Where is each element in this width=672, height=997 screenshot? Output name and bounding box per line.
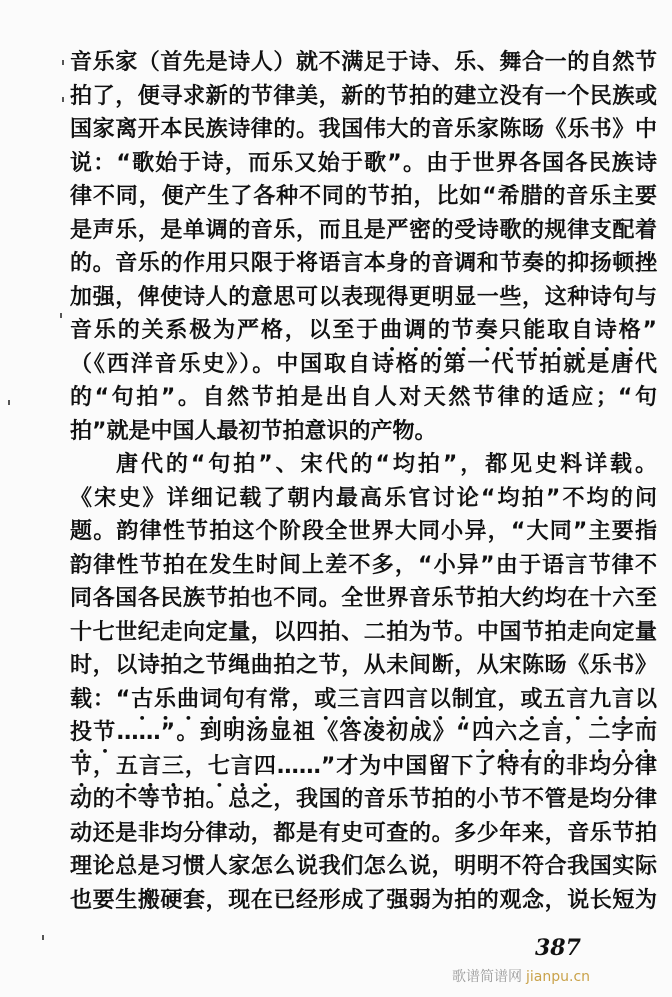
text-segment: ……”才为中国留下了特有的非均分律 xyxy=(276,753,657,779)
emphasized-text: 曲调的节奏只能取自诗格 xyxy=(380,318,643,343)
text-segment: ， xyxy=(497,686,521,712)
body-text xyxy=(70,46,657,917)
text-line xyxy=(70,850,657,884)
emphasized-text: 五言三 xyxy=(115,753,185,779)
watermark-domain: jianpu.cn xyxy=(526,969,591,985)
emphasized-text: 四六之言 xyxy=(470,720,566,745)
text-line xyxy=(70,247,657,281)
text-line xyxy=(70,616,657,650)
text-line xyxy=(70,582,657,616)
text-segment: 拍”就是中国人最初节拍意识的产物。 xyxy=(70,418,437,444)
text-segment: 国家离开本民族诗律的。我国伟大的音乐家陈旸《乐书》中 xyxy=(70,117,657,142)
text-segment: 音乐家（首先是诗人）就不满足于诗、乐、舞合一的自然节 xyxy=(70,50,657,75)
text-segment: 十七世纪走向定量，以四拍、二拍为节。中国节拍走向定量 xyxy=(70,619,657,645)
text-line xyxy=(70,549,657,583)
text-line xyxy=(70,381,657,415)
text-segment: 加强，俾使诗人的意思可以表现得更明显一些，这种诗句与 xyxy=(70,284,657,310)
text-line xyxy=(70,147,657,181)
text-line xyxy=(70,884,657,918)
margin-mark xyxy=(62,97,64,102)
text-segment: ……”。到明汤显祖《答凌初成》“ xyxy=(116,720,471,745)
text-segment: 的。音乐的作用只限于将语言本身的音调和节奏的抑扬顿挫 xyxy=(70,251,657,276)
text-line xyxy=(70,281,657,315)
text-segment: ， xyxy=(184,753,208,779)
text-segment: 律不同，便产生了各种不同的节拍，比如“希腊的音乐主要 xyxy=(70,184,657,209)
emphasized-text: 投节 xyxy=(70,720,117,745)
text-line xyxy=(70,716,657,750)
text-segment: 理论总是习惯人家怎么说我们怎么说，明明不符合我国实际 xyxy=(70,854,657,879)
margin-mark xyxy=(60,313,62,318)
text-segment: ， xyxy=(92,753,116,779)
text-segment: 题。韵律性节拍这个阶段全世界大同小异，“大同”主要指 xyxy=(70,519,657,544)
text-segment: ， xyxy=(565,720,589,745)
text-line xyxy=(70,750,657,784)
text-segment: 同各国各民族节拍也不同。全世界音乐节拍大约均在十六至 xyxy=(70,586,657,611)
text-segment: 时，以诗拍之节绳曲拍之节，从未间断，从宋陈旸《乐书》 xyxy=(70,653,657,678)
text-line xyxy=(70,515,657,549)
text-line xyxy=(70,46,657,80)
text-segment: 是声乐，是单调的音乐，而且是严密的受诗歌的规律支配着 xyxy=(70,217,657,243)
text-line xyxy=(70,180,657,214)
emphasized-text: 节 xyxy=(70,753,93,779)
text-line xyxy=(70,214,657,248)
text-segment: 说：“歌始于诗，而乐又始于歌”。由于世界各国各民族诗 xyxy=(70,150,657,176)
text-segment: 动的不等节拍。总之，我国的音乐节拍的小节不管是均分律 xyxy=(70,787,657,812)
text-line xyxy=(70,113,657,147)
text-line xyxy=(70,448,657,482)
text-segment: 韵律性节拍在发生时间上差不多，“小异”由于语言节律不 xyxy=(70,552,657,578)
margin-mark xyxy=(8,400,10,405)
watermark xyxy=(452,968,590,986)
text-line xyxy=(70,649,657,683)
text-segment: 拍了，便寻求新的节律美，新的节拍的建立没有一个民族或 xyxy=(70,83,657,109)
text-segment: ， xyxy=(291,686,315,712)
text-segment: 载：“ xyxy=(70,686,131,712)
text-segment: 动还是非均分律动，都是有史可查的。多少年来，音乐节拍 xyxy=(70,820,657,846)
text-line xyxy=(70,415,657,449)
page-number: 387 xyxy=(535,935,581,961)
emphasized-text: 或五言九言以 xyxy=(520,686,657,712)
text-segment: 也要生搬硬套，现在已经形成了强弱为拍的观念，说长短为 xyxy=(70,887,657,913)
text-line xyxy=(70,683,657,717)
emphasized-text: 二字而 xyxy=(588,720,657,745)
margin-mark xyxy=(62,60,64,65)
text-segment: 唐代的“句拍”、宋代的“均拍”，都见史料详载。 xyxy=(116,452,657,477)
text-segment: ” xyxy=(642,318,657,343)
text-line xyxy=(70,80,657,114)
emphasized-text: 古乐曲词句有常 xyxy=(130,686,292,712)
margin-mark xyxy=(42,935,44,940)
watermark-site: 歌谱简谱网 xyxy=(452,969,522,985)
text-line xyxy=(70,783,657,817)
text-segment: （《西洋音乐史》）。中国取自诗格的第一代节拍就是唐代 xyxy=(70,351,657,377)
text-segment: 的“句拍”。自然节拍是出自人对天然节律的适应；“句 xyxy=(70,385,657,410)
text-line xyxy=(70,348,657,382)
text-line xyxy=(70,314,657,348)
emphasized-text: 或三言四言以制宜 xyxy=(314,686,498,712)
text-line xyxy=(70,482,657,516)
emphasized-text: 七言四 xyxy=(207,753,277,779)
text-segment: 《宋史》详细记载了朝内最高乐官讨论“均拍”不均的问 xyxy=(70,485,657,511)
text-segment: 音乐的关系极为严格，以至于 xyxy=(70,318,381,343)
text-line xyxy=(70,817,657,851)
